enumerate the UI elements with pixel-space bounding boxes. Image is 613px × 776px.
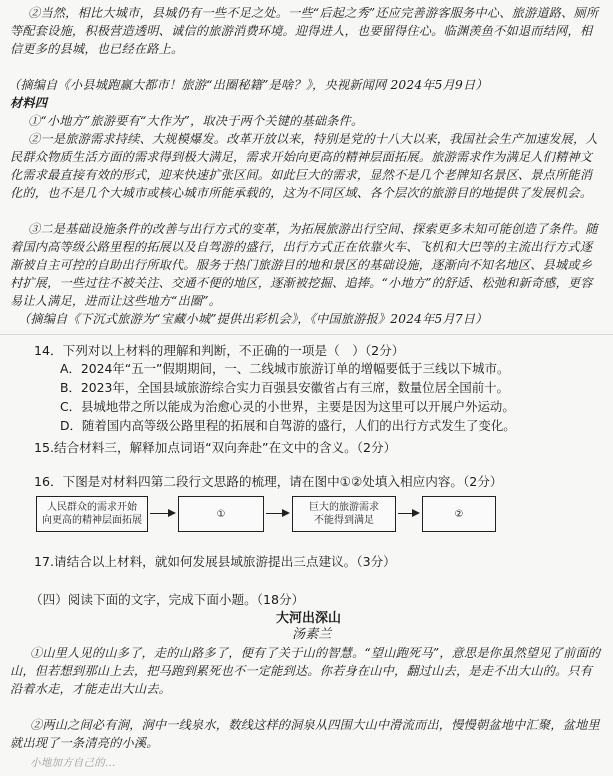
flow-box-demand-unmet	[292, 496, 396, 532]
flow-arrow-2	[266, 513, 288, 514]
flow-arrow-1	[150, 513, 174, 514]
section-4-heading: （四）阅读下面的文字，完成下面小题。（18分）	[30, 592, 305, 607]
flow-box-blank-2[interactable]	[422, 496, 496, 532]
flow-box-3-line-1: 巨大的旅游需求	[309, 502, 379, 513]
question-16-stem: 16．下图是对材料四第二段行文思路的梳理，请在图中①②处填入相应内容。（2分）	[34, 474, 503, 489]
material-4-para-3: ③二是基础设施条件的改善与出行方式的变革，为拓展旅游出行空间、探索更多未知可能创造了条件。随着国内高等级公路里程的拓展以及自驾游的盛行，出行方式正在依靠火车、飞机和大巴等的主流出行方式逐渐被自主可控的自助出行所取代。服务于热门旅游目的地和景区的基础设施，逐渐向不知名地区、县城或乡村扩展，一些过往不被关注、交通不便的地区，逐渐被挖掘、追捧。“小地方”的舒适、松弛和新奇感，更容易让人满足，进而让这些地方“出圈”。	[10, 222, 598, 308]
material-4-para-2: ②一是旅游需求持续、大规模爆发。改革开放以来，特别是党的十八大以来，我国社会生产加速发展，人民群众物质生活方面的需求得到极大满足，需求开始向更高的精神层面拓展。旅游需求作为满足人们精神文化需求最直接有效的形式，迎来快速扩张区间。如此巨大的需求，显然不是几个老牌知名景区、景点所能消化的，也不是几个大城市或核心城市所能承载的，这为不同区域、各个层次的旅游目的地提供了发展机会。	[10, 132, 598, 200]
page-fold-line	[0, 334, 613, 335]
flow-box-demand-rises	[36, 496, 148, 532]
essay-title: 大河出深山	[276, 611, 342, 626]
essay-author: 汤素兰	[292, 627, 332, 642]
question-17-stem: 17.请结合以上材料，就如何发展县域旅游提出三点建议。（3分）	[34, 554, 396, 569]
flow-arrow-3	[398, 513, 418, 514]
q14-option-c: C．县城地带之所以能成为治愈心灵的小世界，主要是因为这里可以开展户外运动。	[60, 399, 515, 414]
question-15-stem: 15.结合材料三，解释加点词语“双向奔赴”在文中的含义。（2分）	[34, 440, 397, 455]
q14-option-d: D．随着国内高等级公路里程的拓展和自驾游的盛行，人们的出行方式发生了变化。	[60, 418, 516, 433]
blank-1-marker: ①	[216, 508, 226, 520]
flow-box-1-line-1: 人民群众的需求开始	[47, 502, 137, 513]
source-citation-2: （摘编自《下沉式旅游为“宝藏小城”提供出彩机会》，《中国旅游报》2024年5月7日）	[18, 312, 488, 326]
flow-box-3-line-2: 不能得到满足	[314, 515, 374, 526]
para-county-shortcomings: ②当然，相比大城市，县城仍有一些不足之处。一些“后起之秀”还应完善游客服务中心、旅游道路、厕所等配套设施，积极营造透明、诚信的旅游消费环境。迎得进人，也要留得住心。临渊羡鱼不如退而结网，相信更多的县城，也已经在路上。	[10, 6, 599, 56]
flow-box-blank-1[interactable]	[178, 496, 264, 532]
q14-option-a: A．2024年“五一”假期期间，一、二线城市旅游订单的增幅要低于三线以下城市。	[60, 361, 510, 376]
essay-para-1: ①山里人见的山多了，走的山路多了，便有了关于山的智慧。“望山跑死马”，意思是你虽然望见了前面的山，但若想到那山上去，把马跑到累死也不一定能到达。你若身在山中，翻过山去，是走不出大山的。只有沿着水走，才能走出大山去。	[10, 646, 601, 696]
q14-option-b: B．2023年，全国县域旅游综合实力百强县安徽省占有三席，数量位居全国前十。	[60, 380, 509, 395]
blank-2-marker: ②	[454, 508, 464, 520]
question-14-stem: 14．下列对以上材料的理解和判断，不正确的一项是（ ）（2分）	[34, 343, 405, 358]
flow-box-1-line-2: 向更高的精神层面拓展	[42, 515, 142, 526]
bottom-cut-fragment: 小地加方自己的...	[30, 757, 116, 769]
essay-para-2: ②两山之间必有涧，涧中一线泉水，数线这样的洞泉从四围大山中滑流而出，慢慢朝盆地中汇聚，盆地里就出现了一条清亮的小溪。	[10, 718, 600, 750]
material-4-para-1: ①“小地方”旅游要有“大作为”，取决于两个关键的基础条件。	[28, 114, 364, 128]
source-citation-1: （摘编自《小县城跑赢大都市！旅游“出圈秘籍”是啥？》，央视新闻网 2024年5月9日）	[8, 78, 488, 92]
material-4-label: 材料四	[10, 96, 48, 110]
